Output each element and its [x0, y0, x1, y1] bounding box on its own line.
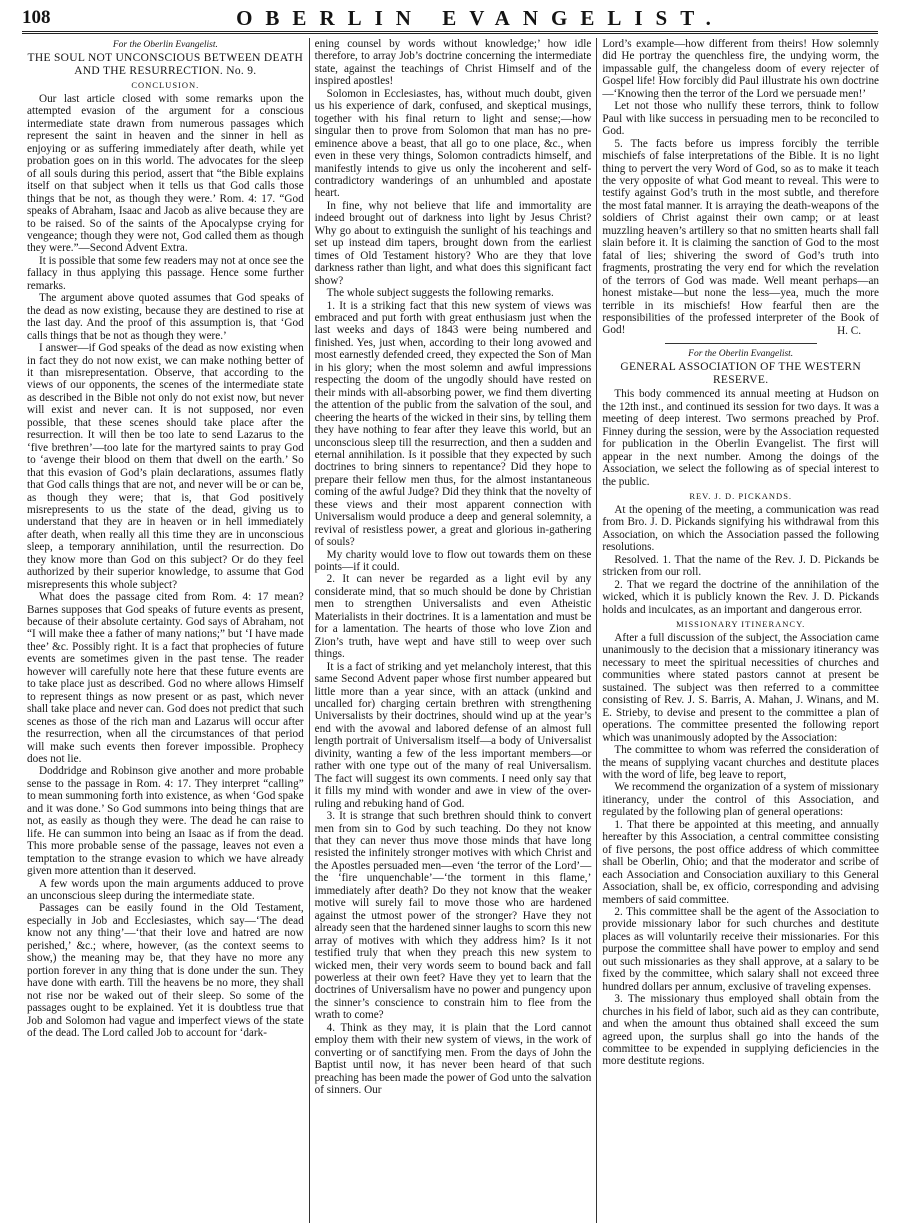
paragraph: Solomon in Ecclesiastes, has, without much doubt, given us his experience of dark, confused, and skeptical musings, together with his final return to light and sense;—how singular then to prove from Solomon that man has no pre-eminence above a beast, that all go to one place, &c., when even in these very things, Solomon contradicts himself, and manifestly intends to give us only the incoherent and self-contradictory wanderings of an unhumbled and apostate heart. — [314, 87, 592, 200]
column-2 — [309, 38, 597, 1223]
newspaper-title: OBERLIN EVANGELIST. — [236, 6, 724, 30]
paragraph: The argument above quoted assumes that God speaks of the dead as now existing, because they are destined to rise at the last day. And the proof of this assumption is, that ‘God calls things that be not as though they were.’ — [27, 292, 304, 342]
article-headline: GENERAL ASSOCIATION OF THE WESTERN RESERVE. — [620, 361, 861, 386]
paragraph: Resolved. 1. That the name of the Rev. J. D. Pickands be stricken from our roll. — [602, 553, 880, 579]
masthead — [22, 6, 878, 32]
paragraph: 3. It is strange that such brethren should think to convert men from sin to God by such teaching. Do they not know that they can never thus move those minds that have long resisted the infinitely stronger motives with which Christ and the Apostles persuaded men—even ‘the terror of the Lord’—the ‘fire unquenchable’—‘the torment in this flame,’ immediately after death? Do they not know that the weaker motive will surely fail to move those who are hardened against the utmost power of the stronger? Have they not already seen that the hardened sinner laughs to scorn this new array of motives with which they address him? Is it not testified truly that when they preach this new system to wicked men, their very words seem to bound back and fall powerless at their own feet? Have they yet to learn that the doctrines of Universalism have no power and pungency upon the sinner’s conscience to constrain him to flee from the wrath to come? — [314, 810, 592, 1022]
paragraph: A few words upon the main arguments adduced to prove an unconscious sleep during the intermediate state. — [27, 877, 304, 902]
paragraph: ening counsel by words without knowledge;’ how idle therefore, to array Job’s doctrine concerning the intermediate state, against the teachings of Christ Himself and of the inspired apostles! — [314, 38, 592, 88]
paragraph: 1. It is a striking fact that this new system of views was embraced and put forth with great enthusiasm just when the last weeks and days of 1843 were being numbered and finished. Yes, just when, according to their long avowed and most earnestly defended creed, they expected the Son of Man in his glory; when the most solemn and awful impressions respecting the doom of the ungodly should have rested on their minds with all-absorbing power, we find them diverting the attention of the public from the salvation of the soul, and cheering the hearts of the wicked in their sins, by telling them they have nothing to fear after they leave this world, but an unconscious sleep till the resurrection, and then a sudden and eternal annihilation. Is it possible that they expected by such doctrines to bring sinners to repentance? Did they hope to prepare their fellow men thus, for the almost instantaneous coming of the awful Judge? Did they think that the novelty of these views and their most apparent connection with Universalism would produce a deep and general solemnity, a revival of resistless power, a great and glorious in-gathering of souls? — [314, 299, 592, 549]
article-headline: THE SOUL NOT UNCONSCIOUS BETWEEN DEATH AND THE RESURRECTION. No. 9. — [27, 52, 304, 77]
paragraph: What does the passage cited from Rom. 4: 17 mean? Barnes supposes that God speaks of future events as present, because of their absolute certainty. God says of Abraham, not “I will make thee a father of many nations;” but ‘I have made thee’ &c. Possibly right. It is a fact that prophecies of future events are sometimes given in the past tense. The reader however will carefully note here that these future events are to take place just as described. God no where allows Himself to represent things as now present or as past, which never shall take place and never can. God does not predict that such scenes as those of the rich man and Lazarus will occur after the resurrection, when all the circumstances of that period will make such events then forever impossible. Prophecy does not lie. — [27, 591, 304, 766]
columns — [22, 38, 884, 1223]
article-signature: H. C. — [837, 324, 862, 337]
paragraph: Doddridge and Robinson give another and more probable sense to the passage in Rom. 4: 17. They interpret “calling” to mean summoning forth into existence, as when ‘God spake and it was done.’ So God summons into being things that are not, as easily as though they were. The dead he can raise to life. He can summon into being an Isaac as if from the dead. This more probable sense of the passage, leaves not even a temptation to the strange evasion to which we have already given more attention than it deserved. — [27, 765, 304, 878]
paragraph: In fine, why not believe that life and immortality are indeed brought out of darkness into light by Jesus Christ? Why go about to extinguish the sunlight of his teachings and set up instead dim tapers, brought down from the earliest times of Old Testament history? Who are they that love darkness rather than light, and what does this significant fact show? — [314, 199, 592, 287]
article-divider — [665, 343, 817, 344]
paragraph: Passages can be easily found in the Old Testament, especially in Job and Ecclesiastes, which say—‘The dead know not any thing’—‘that their love and hatred are now perished,’ &c.; where, however, (as the context seems to show,) the meaning may be, that they have no more any portion forever in any thing that is done under the sun. They have done with earth. Till the heavens be no more, they shall not rise nor be waked out of their sleep. So some of the passages ought to be explained. Yet it is doubtless true that Job and Solomon had vague and imperfect views of the state of the dead. The Lord called Job to account for ‘dark- — [27, 902, 304, 1039]
paragraph: The committee to whom was referred the consideration of the means of supplying vacant churches and destitute places with the word of life, beg leave to report, — [602, 744, 880, 782]
paragraph: Our last article closed with some remarks upon the attempted evasion of the argument for a conscious intermediate state drawn from numerous passages which represent the saint in heaven and the sinner in hell as enjoying or as suffering immediately after death, while yet probation goes on in this world. The advocates for the sleep of all souls during this period, assert that “the Bible explains itself on that subject when it tells us that God calls those things that be not, as though they were.’ Rom. 4: 17. “God speaks of Abraham, Isaac and Jacob as alive because they are to be raised. So of the saints of the Apocalypse crying for vengeance; though they were not, God called them as though they were.”—Second Advent Extra. — [27, 93, 304, 255]
paragraph: It is a fact of striking and yet melancholy interest, that this same Second Advent paper whose first number appeared but little more than a year since, with an attack (unkind and uncalled for) charging certain brethren with strengthening Universalists by their doctrines, should wind up at the year’s end with the avowal and labored defense of an almost full length portrait of Universalism itself—a body of Universalist divinity, wanting a few of the less important members—or rather with one type out of the many of real Universalism. The fact will suggest its own comments. I need only say that it fills my mind with wonder and awe in view of the over-ruling and rebuking hand of God. — [314, 660, 592, 810]
paragraph: 2. It can never be regarded as a light evil by any considerate mind, that so much should be done by Christian men to strengthen Universalists and even Atheistic Materialists in their doctrines. It is a lamentation and must be for a lamentation. The hearts of those who love Zion and Zion’s truth, have wept and have still to weep over such things. — [314, 573, 592, 661]
paragraph: After a full discussion of the subject, the Association came unanimously to the decision that a missionary itinerancy was necessary to meet the spiritual necessities of churches and communities where stated pastors cannot at present be sustained. The subject was then referred to a committee consisting of Rev. J. S. Barris, A. Mahan, J. Winans, and M. E. Strieby, to devise and present to the committee a plan of operations. The committee presented the following report which was unanimously adopted by the Association: — [602, 632, 880, 744]
paragraph: 2. That we regard the doctrine of the annihilation of the wicked, which it is publicly known the Rev. J. D. Pickands holds and inculcates, as an important and dangerous error. — [602, 578, 880, 616]
paragraph: The whole subject suggests the following remarks. — [326, 287, 554, 300]
paragraph: At the opening of the meeting, a communication was read from Bro. J. D. Pickands signifying his withdrawal from this Association, on which the Association passed the following resolutions. — [602, 503, 880, 554]
page-number: 108 — [22, 7, 51, 28]
paragraph: We recommend the organization of a system of missionary itinerancy, under the control of this Association, and regulated by the following plan of general operations: — [602, 781, 880, 819]
column-3 — [596, 38, 884, 1223]
paragraph: Lord’s example—how different from theirs! How solemnly did He portray the quenchless fire, the undying worm, the impassable gulf, the changeless doom of every rejecter of Gospel life! How forcibly did Paul illustrate his own doctrine—‘Knowing then the terror of the Lord we persuade men!’ — [602, 38, 880, 100]
paragraph: 1. That there be appointed at this meeting, and annually hereafter by this Association, a central committee consisting of five persons, the post office address of which committee shall be Oberlin, Ohio; and that the moderator and scribe of each Association and Consociation auxiliary to this General Association, shall be, ex officio, corresponding and advising members of said committee. — [602, 818, 880, 906]
paragraph: This body commenced its annual meeting at Hudson on the 12th inst., and continued its session for two days. It was a meeting of deep interest. Two sermons preached by Prof. Finney during the session, were by the Association requested for publication in the Oberlin Evangelist. The first will appear in the next number. Among the doings of the Association, we select the following as of special interest to the public. — [602, 388, 880, 488]
article-kicker: For the Oberlin Evangelist. — [112, 40, 218, 50]
article-kicker: For the Oberlin Evangelist. — [688, 349, 794, 360]
paragraph: Let not those who nullify these terrors, think to follow Paul with like success in persuading men to be reconciled to God. — [602, 100, 880, 138]
paragraph: 3. The missionary thus employed shall obtain from the churches in his field of labor, such aid as they can contribute, and when the amount thus obtained shall exceed the sum agreed upon, the surplus shall go into the hands of the committee to be expended in supplying deficiencies in the more destitute regions. — [602, 993, 880, 1068]
paragraph: 5. The facts before us impress forcibly the terrible mischiefs of false interpretations of the Bible. It is no light thing to pervert the very Word of God, so as to make it teach the very opposite of what God meant to reveal. This were to testify against God’s truth in the most subtle, and therefore the most fatal manner. It is arraying the death-weapons of the soldiers of Christ against their own camp; or at least muzzling heaven’s artillery so that no smitten hearts shall fall slain before it. It is claiming the sanction of God to the most fatal of lies; shivering the sword of God’s truth into fragments, prostrating the very end for which the revelation of the terrors of God was made. Well meant perhaps—an honest mistake—but none the less—yea, much the more terrible in its mischiefs! How fearful then are the responsibilities of the professed interpreter of the Book of God! — [602, 137, 880, 337]
paragraph: 2. This committee shall be the agent of the Association to provide missionary labor for such churches and destitute places as will voluntarily receive their missionaries. For this purpose the committee shall have power to employ and send out such missionaries as they shall approve, at a salary to be fixed by the committee, which salary shall not exceed three hundred dollars per annum, exclusive of traveling expenses. — [602, 906, 880, 993]
paragraph: I answer—if God speaks of the dead as now existing when in fact they do not now exist, we can make nothing better of it than misrepresentation. Observe, that according to the views of our opponents, the scenes of the intermediate state as described in the Bible not only do not exist now, but never will exist and never can. It is not supposed, nor even possible, that these scenes should take place after the resurrection. It will then be too late to send Lazarus to the ‘five brethren’—too late for the martyred saints to pray God to ‘avenge their blood on them that dwell on the earth.’ So that this evasion of God’s plain declarations, assumes flatly that God calls things that are not, and never will be or can be, as though they were; that is, that God positively misrepresents to us the state of the dead, giving us to understand that they are in heaven or in hell immediately after death, when really all this time they are in unconscious sleep, a temporary annihilation, until the resurrection. Do they know more than God on this subject? Or do they feel authorized by their superior knowledge, to assume that God misrepresents this whole subject? — [27, 342, 304, 591]
section-subhead: MISSIONARY ITINERANCY. — [676, 619, 806, 630]
paragraph: It is possible that some few readers may not at once see the fallacy in thus applying this passage. Hence some further remarks. — [27, 254, 304, 292]
paragraph: 4. Think as they may, it is plain that the Lord cannot employ them with their new system of views, in the work of converting or of sanctifying men. From the days of John the Baptist until now, it has never been heard of that such preaching has been made the power of God unto the salvation of sinners. Our — [314, 1021, 592, 1097]
masthead-rule — [22, 31, 878, 34]
article-subhead: CONCLUSION. — [131, 80, 200, 90]
section-subhead: REV. J. D. PICKANDS. — [689, 490, 793, 501]
column-1 — [22, 38, 309, 1223]
paragraph: My charity would love to flow out towards them on these points—if it could. — [314, 548, 592, 574]
